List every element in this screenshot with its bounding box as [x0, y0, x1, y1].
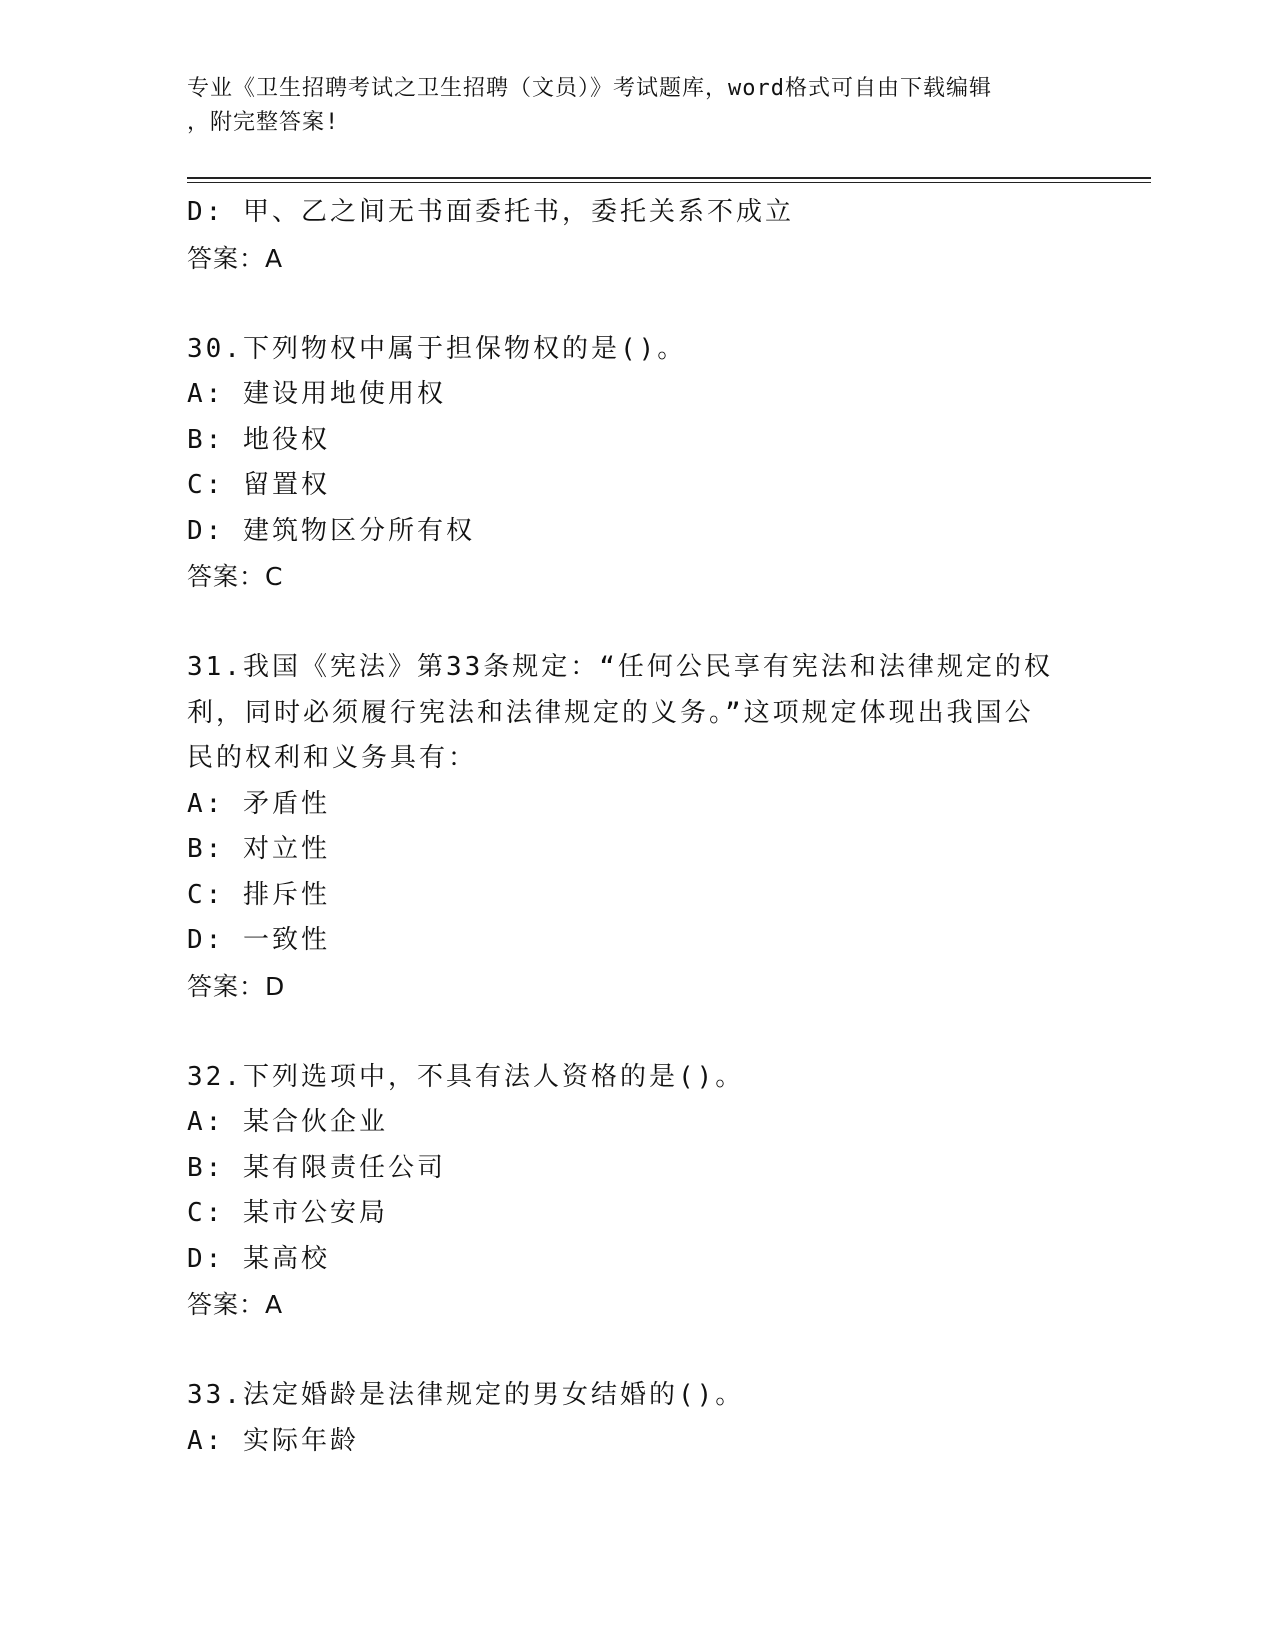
q32-option-d: D: 某高校: [187, 1243, 330, 1274]
header-line-1: 专业《卫生招聘考试之卫生招聘（文员）》考试题库，word格式可自由下载编辑: [187, 76, 992, 101]
document-header: [187, 72, 1067, 140]
q31-option-c: C: 排斥性: [187, 879, 330, 910]
q32-answer: 答案：A: [187, 1290, 284, 1319]
q30-question: 30.下列物权中属于担保物权的是()。: [187, 333, 687, 364]
spacer: [187, 281, 1067, 327]
header-divider-thick: [187, 177, 1151, 179]
header-line-2: ，附完整答案!: [187, 110, 340, 135]
q32-option-b: B: 某有限责任公司: [187, 1152, 446, 1183]
q32-option-a: A: 某合伙企业: [187, 1107, 388, 1137]
spacer: [187, 600, 1067, 646]
q31-question-line-2: 利，同时必须履行宪法和法律规定的义务。”这项规定体现出我国公: [187, 697, 1034, 728]
q31-option-a: A: 矛盾性: [187, 788, 330, 819]
header-divider-thin: [187, 182, 1151, 183]
q30-answer: 答案：C: [187, 562, 284, 591]
q33-question: 33.法定婚龄是法律规定的男女结婚的()。: [187, 1380, 745, 1410]
q31-option-d: D: 一致性: [187, 925, 330, 955]
q30-option-d: D: 建筑物区分所有权: [187, 515, 475, 546]
spacer: [187, 1009, 1067, 1055]
q30-option-c: C: 留置权: [187, 470, 330, 500]
q29-option-d: D: 甲、乙之间无书面委托书，委托关系不成立: [187, 197, 794, 227]
q33-option-a: A: 实际年龄: [187, 1425, 359, 1456]
q31-answer: 答案：D: [187, 971, 286, 1001]
q31-question-line-1: 31.我国《宪法》第33条规定：“任何公民享有宪法和法律规定的权: [187, 652, 1053, 682]
q31-option-b: B: 对立性: [187, 834, 330, 864]
q29-answer: 答案：A: [187, 243, 284, 273]
q30-option-a: A: 建设用地使用权: [187, 379, 446, 409]
q31-question-line-3: 民的权利和义务具有：: [187, 743, 478, 773]
q32-option-c: C: 某市公安局: [187, 1198, 388, 1228]
q32-question: 32.下列选项中，不具有法人资格的是()。: [187, 1061, 745, 1092]
spacer: [187, 1328, 1067, 1374]
q30-option-b: B: 地役权: [187, 424, 330, 455]
question-list: [187, 190, 1067, 1464]
